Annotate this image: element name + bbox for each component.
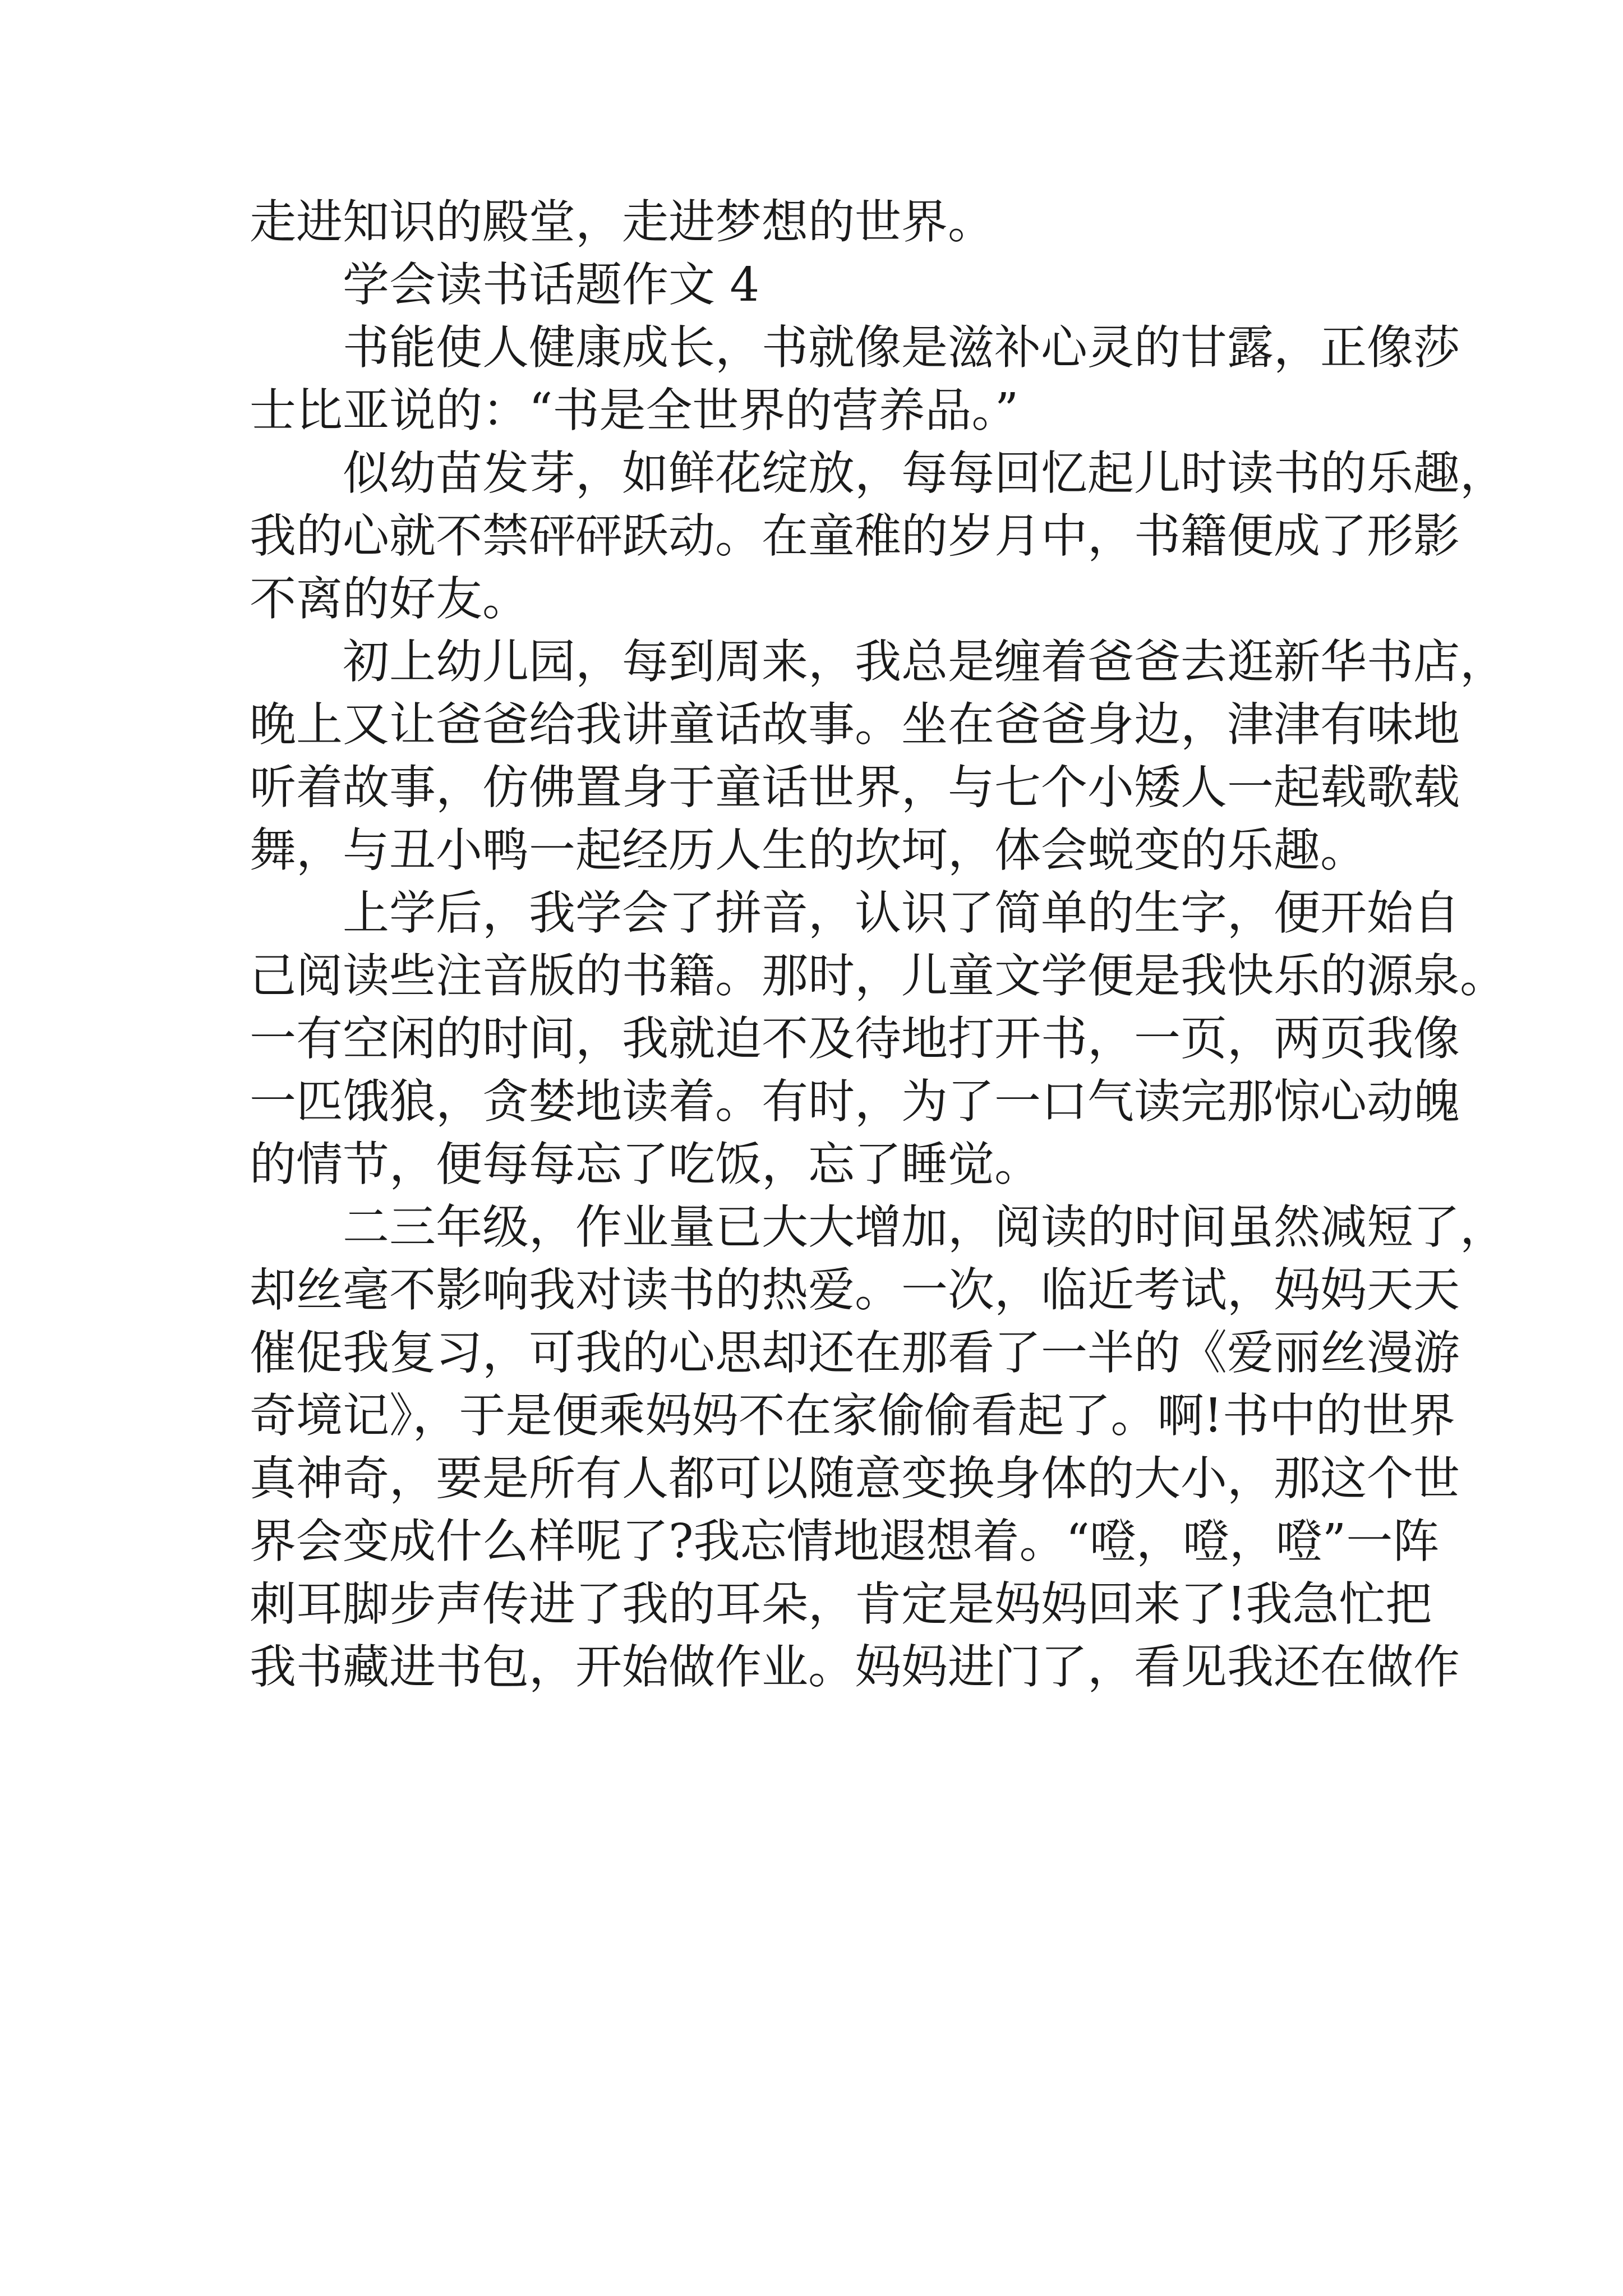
paragraph [250,1196,1506,1699]
text-line: 催促我复习，可我的心思却还在那看了一半的《爱丽丝漫游 [250,1326,1460,1380]
text-line: 初上幼儿园，每到周来，我总是缠着爸爸去逛新华书店， [343,634,1506,689]
text-line: 走进知识的殿堂，走进梦想的世界。 [250,195,994,249]
text-line: 一有空闲的时间，我就迫不及待地打开书，一页，两页我像 [250,1011,1460,1066]
text-line: 舞，与丑小鸭一起经历人生的坎坷，体会蜕变的乐趣。 [250,823,1367,877]
text-line: 二三年级，作业量已大大增加，阅读的时间虽然减短了， [343,1200,1506,1254]
text-line: 却丝毫不影响我对读书的热爱。一次，临近考试，妈妈天天 [250,1263,1460,1317]
text-line: 一匹饿狼，贪婪地读着。有时，为了一口气读完那惊心动魄 [250,1074,1460,1129]
text-line: 不离的好友。 [250,572,529,626]
text-line: 上学后，我学会了拼音，认识了简单的生字，便开始自 [343,886,1460,940]
text-line: 刺耳脚步声传进了我的耳朵，肯定是妈妈回来了!我急忙把 [250,1577,1432,1631]
paragraph [250,882,1506,1196]
text-line: 的情节，便每每忘了吃饭，忘了睡觉。 [250,1137,1041,1191]
text-line: 奇境记》，于是便乘妈妈不在家偷偷看起了。啊!书中的世界 [250,1388,1455,1443]
text-line: 士比亚说的：“书是全世界的营养品。” [250,383,1019,438]
paragraph [250,316,1460,442]
section-heading [250,254,1371,316]
paragraph [250,442,1506,631]
text-line: 学会读书话题作文 4 [343,257,760,312]
paragraph [250,631,1506,882]
text-line: 己阅读些注音版的书籍。那时，儿童文学便是我快乐的源泉。 [250,949,1506,1003]
text-line: 界会变成什么样呢了?我忘情地遐想着。“噔，噔，噔”一阵 [250,1514,1440,1568]
text-line: 真神奇，要是所有人都可以随意变换身体的大小，那这个世 [250,1451,1460,1506]
text-line: 听着故事，仿佛置身于童话世界，与七个小矮人一起载歌载 [250,760,1460,815]
text-line: 我的心就不禁砰砰跃动。在童稚的岁月中，书籍便成了形影 [250,509,1460,563]
paragraph [250,191,1371,254]
text-line: 似幼苗发芽，如鲜花绽放，每每回忆起儿时读书的乐趣， [343,446,1506,500]
text-line: 书能使人健康成长，书就像是滋补心灵的甘露，正像莎 [343,320,1460,375]
text-line: 晚上又让爸爸给我讲童话故事。坐在爸爸身边，津津有味地 [250,697,1460,752]
text-line: 我书藏进书包，开始做作业。妈妈进门了，看见我还在做作 [250,1640,1460,1694]
document-page [250,191,1506,1699]
